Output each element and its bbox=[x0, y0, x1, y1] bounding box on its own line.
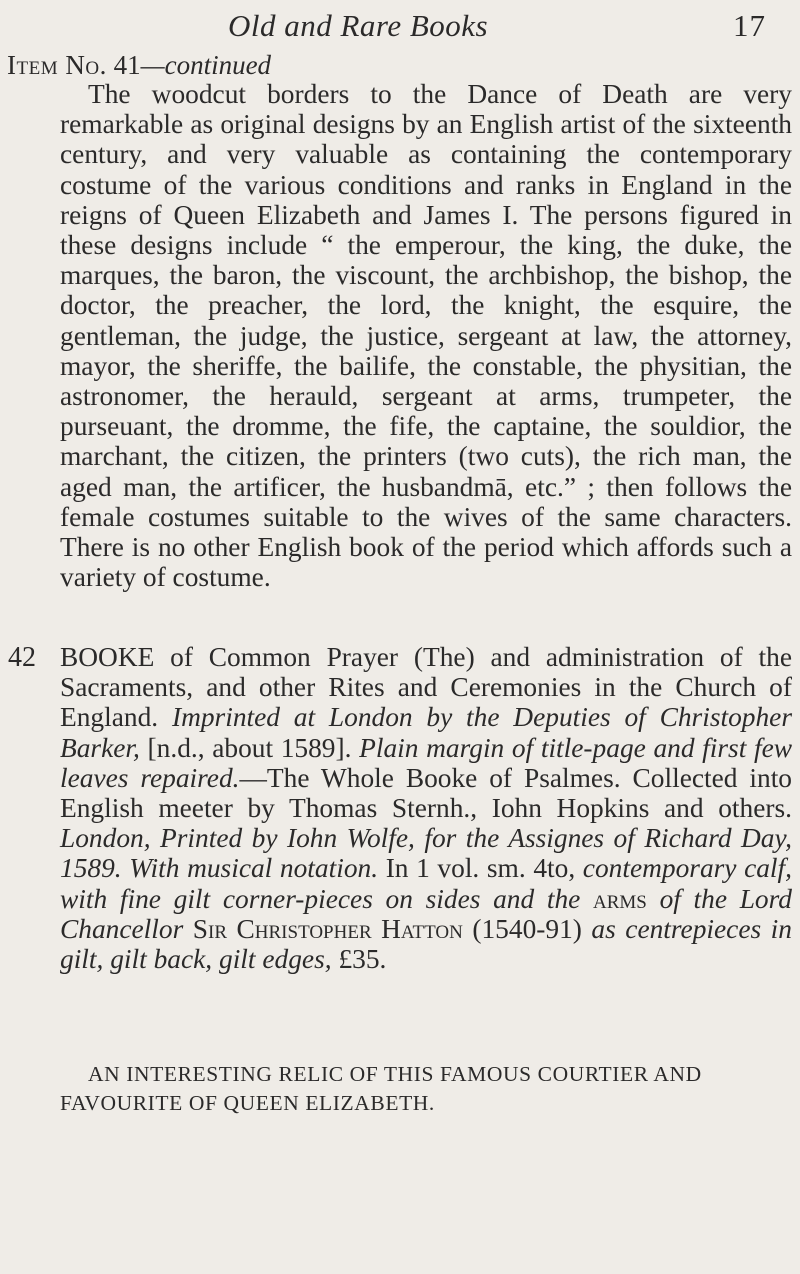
item-42-owner-name: Sir Christopher Hatton bbox=[192, 913, 463, 944]
item-42-imprint: Imprinted at London by the Deputies of Christopher Barker, bbox=[60, 702, 792, 763]
item-42-format: In 1 vol. sm. 4to, bbox=[385, 853, 576, 884]
item-41-description: The woodcut borders to the Dance of Death are very remarkable as original designs by an English artist of the sixteenth century, and very valuable as containing the contemporary costume of the various conditions and ranks in England in the reigns of Queen Elizabeth and James I. The persons figured in these designs include “ the emperour, the king, the duke, the marques, the baron, the viscount, the archbishop, the bishop, the doctor, the preacher, the lord, the knight, the esquire, the gentleman, the judge, the justice, sergeant at law, the attorney, mayor, the sheriffe, the bailife, the constable, the physitian, the astronomer, the herauld, sergeant at arms, trumpeter, the purseuant, the dromme, the fife, the captaine, the souldior, the marchant, the citizen, the printers (two cuts), the rich man, the aged man, the artificer, the husbandmā, etc.” ; then follows the female costumes suitable to the wives of the same characters. There is no other English book of the period which affords such a variety of costume. bbox=[60, 79, 792, 593]
lot-number-42: 42 bbox=[8, 642, 36, 673]
item-42-second-imprint: London, Printed by Iohn Wolfe, for the Assignes of Richard Day, 1589. With musical notation. bbox=[60, 823, 792, 884]
item-42-binding-2: of the Lord Chancellor bbox=[60, 883, 792, 944]
item-42-note: AN INTERESTING RELIC OF THIS FAMOUS COURTIER AND FAVOURITE OF QUEEN ELIZABETH. bbox=[60, 1062, 702, 1115]
item-42-title: BOOKE of Common Prayer (The) and administration of the Sacraments, and other Rites and Ceremonies in the Church of England. bbox=[60, 642, 792, 733]
item-42-price: £35. bbox=[338, 944, 387, 975]
item-42-binding-3: as centrepieces in gilt, gilt back, gilt edges, bbox=[60, 913, 792, 975]
item-number: 41 bbox=[106, 50, 141, 80]
continued-label: —continued bbox=[140, 50, 272, 80]
item-42-date: [n.d., about 1589]. bbox=[147, 732, 352, 763]
item-41-heading bbox=[7, 50, 271, 81]
item-42-owner-dates: (1540-91) bbox=[472, 913, 582, 944]
item-42-second-title: —The Whole Booke of Psalmes. Collected into English meeter by Thomas Sternh., Iohn Hopkins and others. bbox=[60, 762, 792, 824]
item-label: Item No. bbox=[7, 50, 107, 80]
item-42-arms: arms bbox=[593, 883, 647, 914]
item-42-binding-1: contemporary calf, with fine gilt corner-pieces on sides and the bbox=[60, 853, 792, 914]
item-42-condition: Plain margin of title-page and first few leaves repaired. bbox=[60, 732, 792, 793]
running-title: Old and Rare Books bbox=[228, 8, 489, 43]
item-42-entry bbox=[60, 642, 792, 974]
page-number: 17 bbox=[733, 8, 766, 43]
